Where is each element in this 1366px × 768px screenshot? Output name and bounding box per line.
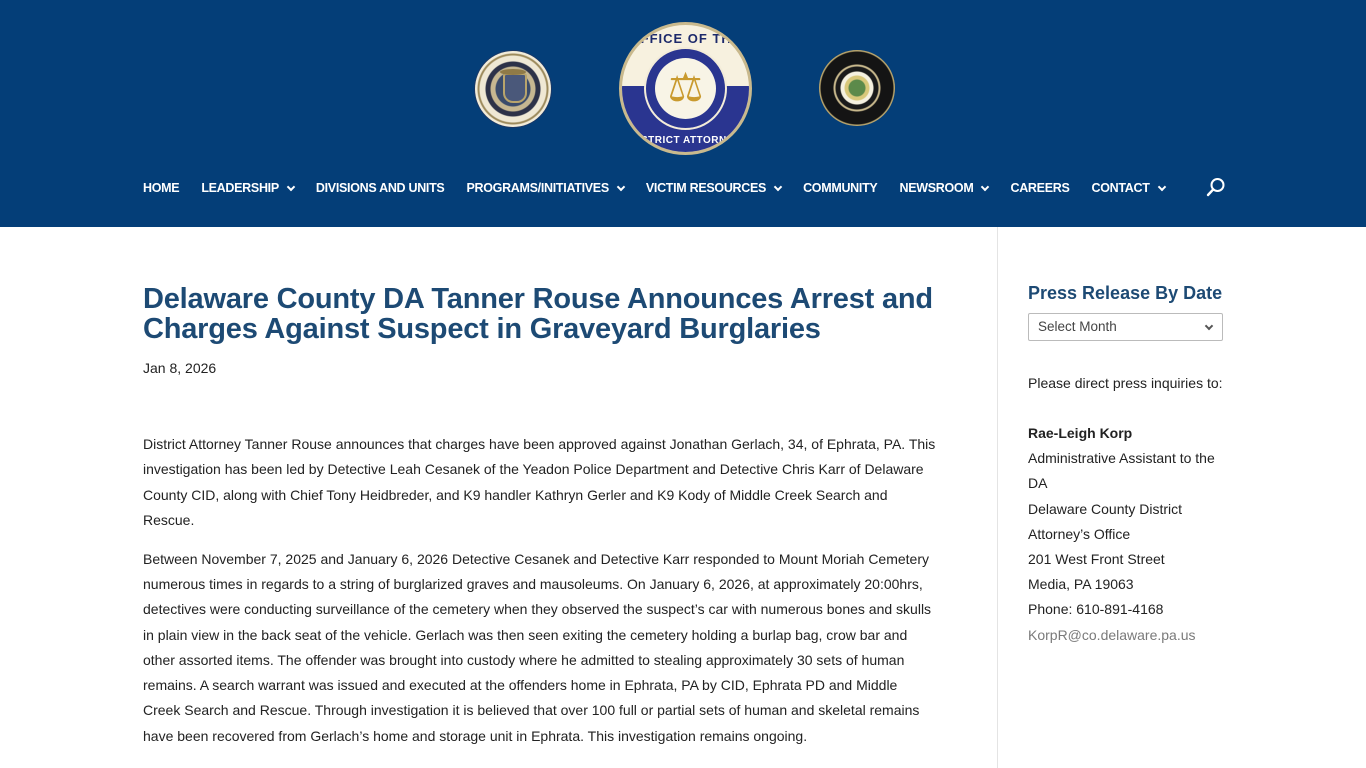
nav-label: CAREERS bbox=[1010, 181, 1070, 195]
nav-label: NEWSROOM bbox=[899, 181, 974, 195]
article-paragraph: District Attorney Tanner Rouse announces that charges have been approved against Jonathan Gerlach, 34, of Ephrata, PA. This investigation has been led by Detective Leah Cesanek of the Yeadon Police Department and Detective Chris Karr of Delaware County CID, along with Chief Tony Heidbreder, and K9 handler Kathryn Gerler and K9 Kody of Middle Creek Search and Rescue. bbox=[143, 436, 936, 528]
seal-top-text: OFFICE OF THE bbox=[629, 31, 742, 46]
main-nav bbox=[143, 178, 1165, 198]
nav-label: DIVISIONS AND UNITS bbox=[315, 181, 445, 195]
nav-label: LEADERSHIP bbox=[201, 181, 279, 195]
chevron-down-icon bbox=[1157, 182, 1165, 190]
nav-label: VICTIM RESOURCES bbox=[645, 181, 767, 195]
nav-item-divisions-and-units[interactable] bbox=[316, 178, 445, 198]
logo-bar bbox=[0, 0, 1366, 160]
nav-item-careers[interactable] bbox=[1010, 178, 1069, 198]
contact-line: Delaware County District bbox=[1028, 500, 1183, 517]
county-seal-logo[interactable] bbox=[475, 51, 551, 127]
scales-of-justice-icon: ⚖ bbox=[667, 65, 704, 111]
contact-line: 201 West Front Street bbox=[1028, 551, 1165, 568]
site-header bbox=[0, 0, 1366, 227]
search-button[interactable] bbox=[1206, 177, 1226, 197]
contact-line: DA bbox=[1028, 475, 1048, 492]
press-release-by-date-heading: Press Release By Date bbox=[1028, 283, 1223, 303]
article-title: Delaware County DA Tanner Rouse Announces Arrest and Charges Against Suspect in Graveyard Burglaries bbox=[143, 283, 933, 345]
article-date: Jan 8, 2026 bbox=[143, 360, 217, 376]
chevron-down-icon bbox=[1205, 322, 1213, 330]
district-attorney-seal-logo[interactable] bbox=[619, 22, 752, 155]
nav-item-contact[interactable] bbox=[1092, 178, 1165, 198]
contact-phone: Phone: 610-891-4168 bbox=[1028, 601, 1164, 618]
contact-email-link[interactable]: KorpR@co.delaware.pa.us bbox=[1028, 626, 1196, 643]
chevron-down-icon bbox=[981, 182, 989, 190]
nav-label: CONTACT bbox=[1091, 181, 1150, 195]
chevron-down-icon bbox=[617, 182, 625, 190]
nav-item-victim-resources[interactable] bbox=[646, 178, 781, 198]
contact-line: Media, PA 19063 bbox=[1028, 576, 1134, 593]
press-contact bbox=[1028, 421, 1228, 648]
nav-item-home[interactable] bbox=[143, 178, 179, 198]
cid-seal-logo[interactable] bbox=[819, 50, 895, 126]
chevron-down-icon bbox=[287, 182, 295, 190]
month-select-dropdown[interactable] bbox=[1028, 313, 1223, 341]
nav-label: HOME bbox=[143, 181, 180, 195]
article-paragraph: Between November 7, 2025 and January 6, 2026 Detective Cesanek and Detective Karr responded to Mount Moriah Cemetery numerous times in regards to a string of burglarized graves and mausoleums. On January 6, 2026, at approximately 20:00hrs, detectives were conducting surveillance of the cemetery when they observed the suspect’s car with numerous bones and skulls in plain view in the back seat of the vehicle. Gerlach was then seen exiting the cemetery holding a burlap bag, crow bar and other assorted items. The offender was brought into custody where he admitted to stealing approximately 30 sets of human remains. A search warrant was issued and executed at the offenders home in Ephrata, PA by CID, Ephrata PD and Middle Creek Search and Rescue. Through investigation it is believed that over 100 full or partial sets of human and skeletal remains have been recovered from Gerlach’s home and storage unit in Ephrata. This investigation remains ongoing. bbox=[143, 550, 932, 744]
nav-item-leadership[interactable] bbox=[201, 178, 294, 198]
nav-item-programs-initiatives[interactable] bbox=[466, 178, 623, 198]
search-icon bbox=[1206, 177, 1226, 197]
nav-label: PROGRAMS/INITIATIVES bbox=[466, 181, 609, 195]
nav-label: COMMUNITY bbox=[803, 181, 878, 195]
nav-item-community[interactable] bbox=[803, 178, 877, 198]
press-inquiry-text: Please direct press inquiries to: bbox=[1028, 375, 1223, 391]
contact-line: Attorney’s Office bbox=[1028, 525, 1131, 542]
nav-item-newsroom[interactable] bbox=[899, 178, 988, 198]
article-body bbox=[143, 432, 938, 763]
contact-line: Administrative Assistant to the bbox=[1028, 450, 1215, 467]
sidebar-divider bbox=[997, 227, 998, 768]
chevron-down-icon bbox=[774, 182, 782, 190]
month-select-value: Select Month bbox=[1038, 319, 1117, 334]
contact-name: Rae-Leigh Korp bbox=[1028, 425, 1133, 441]
seal-bottom-text: DISTRICT ATTORNEY bbox=[629, 135, 742, 146]
